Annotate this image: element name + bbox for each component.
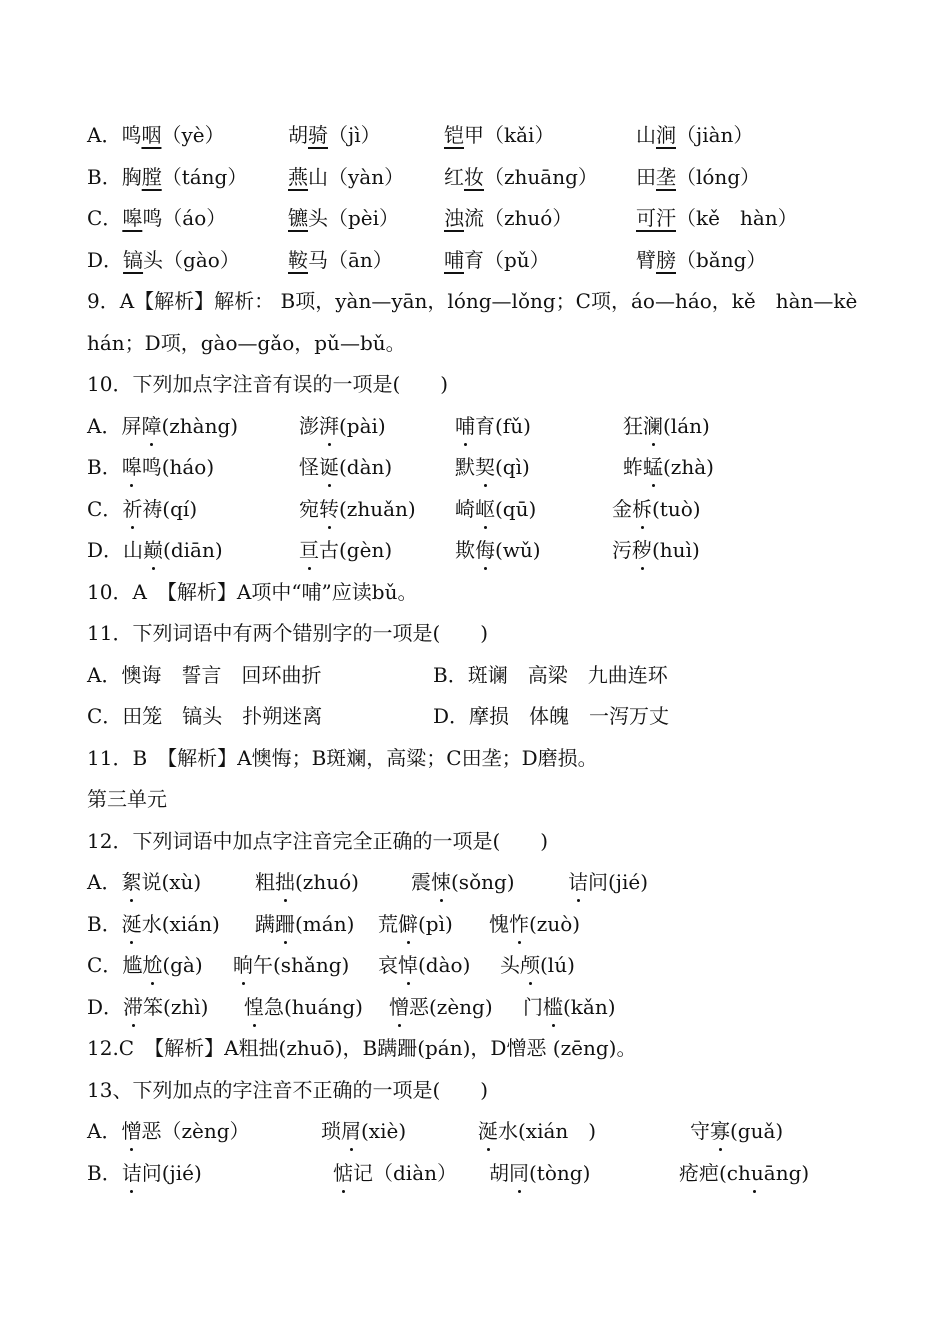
underlined-char: 咽	[141, 123, 162, 147]
dotted-char: 悚	[431, 862, 451, 904]
underlined-char: 膛	[141, 165, 162, 189]
dotted-char: 涎	[122, 904, 142, 946]
q12-answer: 12.C 【解析】A粗拙(zhuō)，B蹒跚(pán)，D憎恶 (zēng)。	[87, 1036, 637, 1060]
q11-answer: 11．B 【解析】A懊悔；B斑斓，高粱；C田垄；D磨损。	[87, 746, 598, 770]
dotted-char: 滞	[123, 987, 143, 1029]
underlined-char: 镳	[288, 206, 308, 230]
underlined-char: 镐	[123, 248, 144, 272]
dotted-char: 疤(chuāng)	[699, 1153, 809, 1195]
q10-question: 10．下列加点字注音有误的一项是( )	[87, 372, 449, 396]
dotted-char: 哺	[455, 406, 475, 448]
dotted-char: 寡	[710, 1111, 730, 1153]
dotted-char: 嗥	[122, 447, 142, 489]
underlined-char: 骑	[308, 123, 328, 147]
underlined-char: 浊	[444, 206, 464, 230]
dotted-char: 憎	[121, 1111, 141, 1153]
dotted-char: 柝	[632, 489, 652, 531]
dotted-char: 诘	[568, 862, 588, 904]
q9-answer-line1: 9．A【解析】解析： B项，yàn—yān，lóng—lǒng；C项，áo—háo，kě hàn—kè	[87, 289, 858, 313]
option-letter: C．	[87, 206, 123, 230]
dotted-char: 憎	[389, 987, 409, 1029]
dotted-char: 诘	[122, 1153, 142, 1195]
dotted-char: 尬	[142, 945, 162, 987]
q11-option-b: B．斑谰 高梁 九曲连环	[433, 663, 668, 687]
dotted-char: 跚	[275, 904, 295, 946]
dotted-char: 晌	[233, 945, 253, 987]
underlined-char: 汗	[656, 206, 676, 230]
q13-question: 13、下列加点的字注音不正确的一项是( )	[87, 1078, 489, 1102]
q11-question: 11．下列词语中有两个错别字的一项是( )	[87, 621, 489, 645]
dotted-char: 障	[141, 406, 161, 448]
underlined-char: 妆	[464, 165, 484, 189]
dotted-char: 惶	[244, 987, 264, 1029]
dotted-char: 屑	[341, 1111, 361, 1153]
option-letter: A．	[87, 123, 122, 147]
dotted-char: 澜	[643, 406, 663, 448]
q9-answer-line2: hán；D项，gào—gǎo，pǔ—bǔ。	[87, 331, 406, 355]
underlined-char: 鞍	[288, 248, 308, 272]
dotted-char: 僻	[398, 904, 418, 946]
dotted-char: 契	[475, 447, 495, 489]
q10-answer: 10．A 【解析】A项中“哺”应读bǔ。	[87, 580, 418, 604]
q12-question: 12．下列词语中加点字注音完全正确的一项是( )	[87, 829, 549, 853]
dotted-char: 絮	[121, 862, 141, 904]
dotted-char: 悼	[398, 945, 418, 987]
q11-option-c: C．田笼 镐头 扑朔迷离	[87, 704, 323, 728]
dotted-char: 颅	[520, 945, 540, 987]
unit-heading: 第三单元	[87, 787, 167, 811]
option-letter: B．	[87, 165, 122, 189]
dotted-char: 亘	[299, 530, 319, 572]
dotted-char: 拙	[275, 862, 295, 904]
underlined-char: 膀	[656, 248, 676, 272]
dotted-char: 岖	[475, 489, 495, 531]
dotted-char: 槛	[543, 987, 563, 1029]
underlined-char: 燕	[288, 165, 308, 189]
underlined-char: 垄	[656, 165, 676, 189]
dotted-char: 涎	[478, 1111, 498, 1153]
dotted-char: 湃	[319, 406, 339, 448]
q11-option-a: A．懊诲 誓言 回环曲折	[87, 663, 322, 687]
underlined-char: 嗥	[122, 206, 143, 230]
dotted-char: 惦	[333, 1153, 353, 1195]
underlined-char: 铠	[444, 123, 464, 147]
underlined-char: 哺	[444, 248, 464, 272]
underlined-char: 可	[636, 206, 656, 230]
dotted-char: 祈	[122, 489, 142, 531]
dotted-char: 侮	[475, 530, 495, 572]
dotted-char: 怍	[509, 904, 529, 946]
dotted-char: 巅	[143, 530, 163, 572]
option-letter: D．	[87, 248, 124, 272]
document-page: A．鸣咽（yè） 胡骑（jì） 铠甲（kǎi） 山涧（jiàn） B．胸膛（táng） 燕山（yàn） 红妆（zhuāng） 田垄（lóng） C．嗥鸣（áo） 镳头（pèi） 浊流（zhuó） 可汗（kě hàn） D．镐头（gào） 鞍马（ān） 哺育（pǔ） 臂膀（bǎng） 9．A【解析】解析： B项，yàn—yān，lóng—lǒng；C项，áo—háo，kě hàn—kè hán；D项，gào—gǎo，pǔ—bǔ。 10．下列加点字注音有误的一项是( ) A．屏障(zhàng) 澎湃(pài) 哺育(fǔ) 狂澜(lán) B．嗥鸣(háo) 怪诞(dàn) 默契(qì) 蚱蜢(zhà) C．祈祷(qí) 宛转(zhuǎn) 崎岖(qū) 金柝(tuò) D．山巅(diān) 亘古(gèn) 欺侮(wǔ) 污秽(huì) 10．A 【解析】A项中“哺”应读bǔ。 11．下列词语中有两个错别字的一项是( ) A．懊诲 誓言 回环曲折 B．斑谰 高梁 九曲连环 C．田笼 镐头 扑朔迷离 D．摩损 体魄 一泻万丈 11．B 【解析】A懊悔；B斑斓，高粱；C田垄；D磨损。 第三单元 12．下列词语中加点字注音完全正确的一项是( ) A．絮说(xù) 粗拙(zhuó) 震悚(sǒng) 诘问(jié) B．涎水(xián) 蹒跚(mán) 荒僻(pì) 愧怍(zuò) C．尴尬(gà) 晌午(shǎng) 哀悼(dào) 头颅(lú) D．滞笨(zhì) 惶急(huáng) 憎恶(zèng) 门槛(kǎn) 12.C 【解析】A粗拙(zhuō)，B蹒跚(pán)，D憎恶 (zēng)。 13、下列加点的字注音不正确的一项是( ) A．憎恶（zèng） 琐屑(xiè) 涎水(xián ) 守寡(guǎ) B．诘问(jié) 惦记（diàn） 胡同(tòng) 疮疤(chuāng)	[0, 0, 950, 1344]
dotted-char: 蜢	[643, 447, 663, 489]
dotted-char: 转	[319, 489, 339, 531]
dotted-char: 秽	[632, 530, 652, 572]
dotted-char: 诞	[319, 447, 339, 489]
underlined-char: 涧	[656, 123, 676, 147]
dotted-char: 同	[509, 1153, 529, 1195]
q11-option-d: D．摩损 体魄 一泻万丈	[433, 704, 670, 728]
